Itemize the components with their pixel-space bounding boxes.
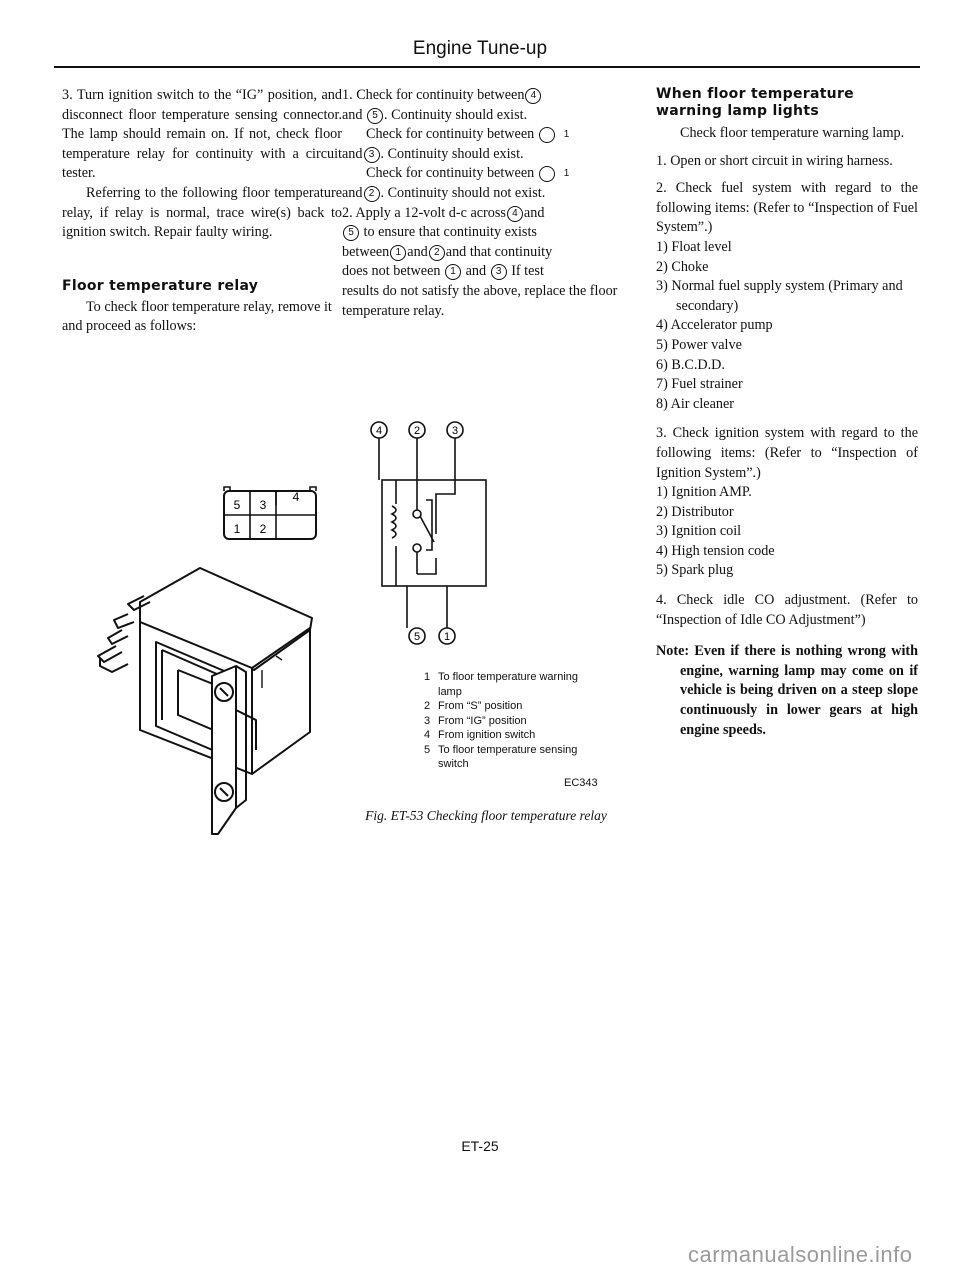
figure-code: EC343 <box>564 777 598 789</box>
list-item: 7) Fuel strainer <box>656 376 743 393</box>
terminal-1: 1 <box>443 631 451 643</box>
section-heading-warning-lamp: When floor temperature warning lamp lights <box>656 86 854 119</box>
legend-item <box>424 699 584 714</box>
note-text: Note: Even if there is nothing wrong with engine, warning lamp may come on if vehicle is being driven on a steep slope continuously in lower gears at high engine speeds. <box>656 643 918 738</box>
terminal-5: 5 <box>413 631 421 643</box>
pin-3: 3 <box>259 498 267 512</box>
column-right <box>656 86 918 740</box>
list-item: 4) High tension code <box>656 542 775 559</box>
terminal-marker: 1 <box>390 245 406 261</box>
relay-drawing <box>86 560 318 838</box>
legend-item <box>424 728 584 743</box>
column-left <box>62 86 342 337</box>
step-1-line-e: Check for continuity between <box>366 165 535 182</box>
terminal-marker: 2 <box>429 245 445 261</box>
terminal-3: 3 <box>451 425 459 437</box>
terminal-marker: 4 <box>507 206 523 222</box>
step-2-line-e: results do not satisfy the above, replace the floor temperature relay. <box>342 282 618 319</box>
terminal-marker: 4 <box>525 88 541 104</box>
list-item: 6) B.C.D.D. <box>656 356 725 373</box>
step-2-and-3: and <box>465 263 487 280</box>
step-1-and-2: and <box>342 145 363 162</box>
terminal-marker: 2 <box>364 186 380 202</box>
step-1-and-1: and <box>342 106 363 123</box>
legend-number: 3 <box>424 714 431 727</box>
legend-number: 5 <box>424 743 431 756</box>
check-item-1: 1. Open or short circuit in wiring harness. <box>656 152 893 169</box>
terminal-2: 2 <box>413 425 421 437</box>
step-2-line-b: to ensure that continuity exists <box>363 224 537 241</box>
step-1-line-a: 1. Check for continuity between <box>342 87 525 103</box>
legend-text: From “S” position <box>438 700 523 712</box>
ignition-system-list <box>656 483 918 581</box>
step-1-line-d: . Continuity should exist. <box>380 145 524 162</box>
connector-pin-diagram <box>220 483 320 545</box>
list-item: 1) Ignition AMP. <box>656 484 752 501</box>
step-2-line-d: If test <box>511 263 544 280</box>
step-1-line-b: . Continuity should exist. <box>384 106 528 123</box>
pin-2: 2 <box>259 522 267 536</box>
pin-1: 1 <box>233 522 241 536</box>
section-heading-floor-relay: Floor temperature relay <box>62 277 259 294</box>
step-2-line-c: and that continuity <box>445 243 553 260</box>
figure-caption: Fig. ET-53 Checking floor temperature relay <box>365 808 607 823</box>
terminal-marker: 5 <box>367 108 383 124</box>
step-2-line-a: 2. Apply a 12-volt d-c across <box>342 204 506 221</box>
terminal-marker: 3 <box>364 147 380 163</box>
terminal-marker: 1 <box>539 166 555 182</box>
schematic-drawing <box>362 414 502 652</box>
terminal-marker: 1 <box>445 264 461 280</box>
check-item-3: 3. Check ignition system with regard to the following items: (Refer to “Inspection of Ignition System”.) <box>656 425 918 481</box>
legend-text: To floor temperature warning lamp <box>438 671 579 698</box>
list-item: 1) Float level <box>656 238 732 255</box>
legend-item <box>424 743 584 772</box>
page-header: Engine Tune-up <box>412 38 548 59</box>
terminal-marker: 1 <box>539 127 555 143</box>
terminal-marker: 5 <box>343 225 359 241</box>
list-item: 8) Air cleaner <box>656 395 734 412</box>
step-3-followup: Referring to the following floor temperature relay, if relay is normal, trace wire(s) back to ignition switch. Repair faulty wiring. <box>62 184 342 241</box>
list-item: 3) Normal fuel supply system (Primary and secondary) <box>656 278 903 314</box>
check-item-2: 2. Check fuel system with regard to the following items: (Refer to “Inspection of Fuel System”.) <box>656 180 918 236</box>
step-2-and-1: and <box>523 204 545 221</box>
column-middle <box>342 86 630 321</box>
relay-schematic <box>362 414 502 652</box>
legend-text: To floor temperature sensing switch <box>438 743 578 770</box>
legend-item <box>424 670 584 699</box>
list-item: 3) Ignition coil <box>656 523 742 540</box>
list-item: 2) Choke <box>656 258 709 275</box>
step-2-and-2: and <box>407 243 428 260</box>
terminal-marker: 3 <box>491 264 507 280</box>
legend-number: 2 <box>424 700 431 712</box>
relay-illustration <box>86 560 318 838</box>
step-1-and-3: and <box>342 184 363 201</box>
check-item-4: 4. Check idle CO adjustment. (Refer to “Inspection of Idle CO Adjustment”) <box>656 592 918 628</box>
legend-text: From “IG” position <box>438 714 527 727</box>
legend-item <box>424 714 584 729</box>
fuel-system-list <box>656 238 918 414</box>
section-intro: To check floor temperature relay, remove it and proceed as follows: <box>62 298 332 335</box>
figure-legend <box>424 670 584 772</box>
watermark: carmanualsonline.info <box>688 1242 913 1267</box>
step-2-does-not: does not between <box>342 263 441 280</box>
step-2-between: between <box>342 243 390 260</box>
pin-4: 4 <box>292 490 300 504</box>
legend-text: From ignition switch <box>438 729 536 741</box>
list-item: 5) Power valve <box>656 336 742 353</box>
list-item: 4) Accelerator pump <box>656 317 773 334</box>
connector-outline <box>220 483 320 545</box>
step-3-text: 3. Turn ignition switch to the “IG” position, and disconnect floor temperature sensing connector. The lamp should remain on. If not, check floor temperature relay for continuity with a circuit tester. <box>62 87 342 182</box>
step-1-line-c: Check for continuity between <box>366 126 535 143</box>
header-rule <box>54 66 920 68</box>
terminal-4: 4 <box>375 425 383 437</box>
legend-number: 1 <box>424 671 431 683</box>
list-item: 2) Distributor <box>656 503 734 520</box>
page-number: ET-25 <box>461 1138 499 1154</box>
list-item: 5) Spark plug <box>656 562 734 579</box>
legend-number: 4 <box>424 729 431 741</box>
warning-intro: Check floor temperature warning lamp. <box>680 125 905 141</box>
step-1-line-f: . Continuity should not exist. <box>380 184 546 201</box>
pin-5: 5 <box>233 498 241 512</box>
